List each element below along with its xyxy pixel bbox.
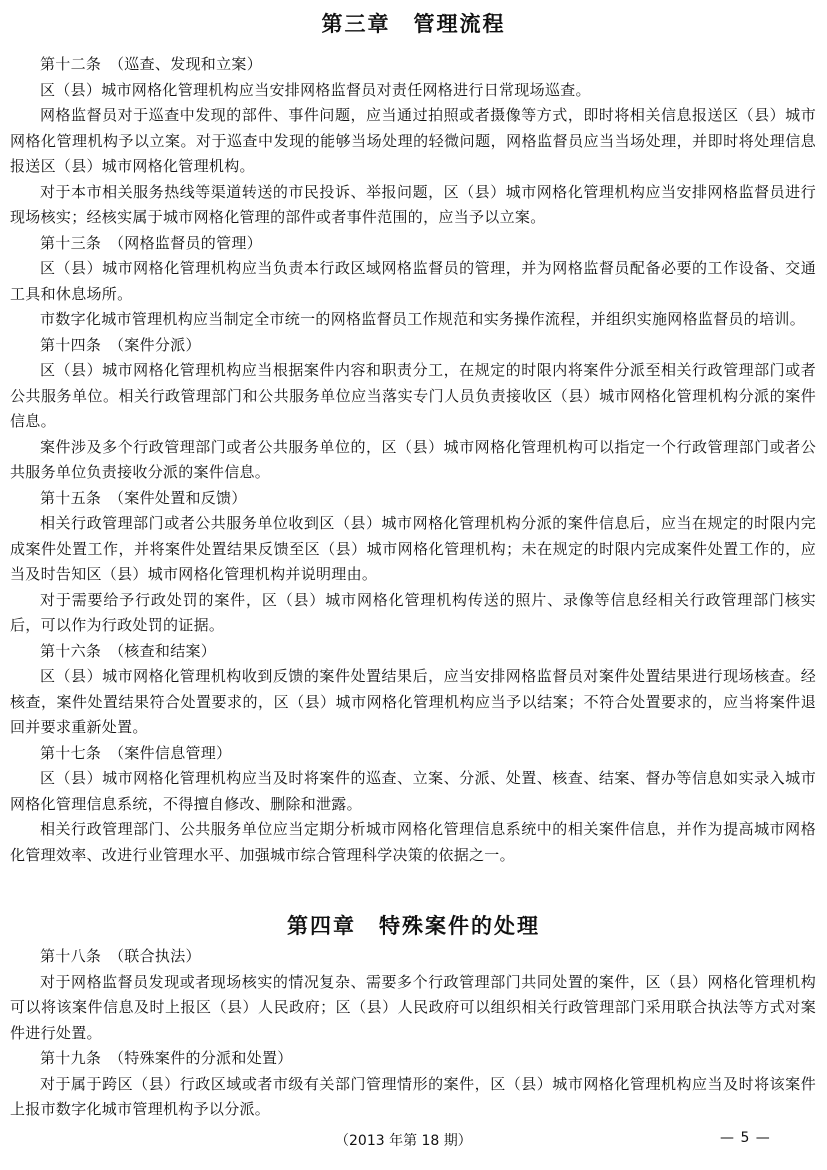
- paragraph: 区（县）城市网格化管理机构应当安排网格监督员对责任网格进行日常现场巡查。: [40, 80, 591, 99]
- paragraph: 区（县）城市网格化管理机构收到反馈的案件处置结果后，应当安排网格监督员对案件处置结果进行现场核查。经核查，案件处置结果符合处置要求的，区（县）城市网格化管理机构应当予以结案；不符合处置要求的，应当将案件退回并要求重新处置。: [10, 667, 816, 736]
- paragraph: 对于属于跨区（县）行政区域或者市级有关部门管理情形的案件，区（县）城市网格化管理机构应当及时将该案件上报市数字化城市管理机构予以分派。: [10, 1074, 816, 1118]
- article-heading: 第十九条 （特殊案件的分派和处置）: [40, 1049, 293, 1067]
- chapter-4-body: [10, 944, 816, 1123]
- article-heading: 第十四条 （案件分派）: [40, 335, 201, 354]
- paragraph: 相关行政管理部门或者公共服务单位收到区（县）城市网格化管理机构分派的案件信息后，应当在规定的时限内完成案件处置工作，并将案件处置结果反馈至区（县）城市网格化管理机构；未在规定的时限内完成案件处置工作的，应当及时告知区（县）城市网格化管理机构并说明理由。: [10, 514, 816, 583]
- article-heading: 第十五条 （案件处置和反馈）: [40, 488, 247, 507]
- chapter-3-title: 第三章 管理流程: [321, 12, 506, 36]
- article-heading: 第十三条 （网格监督员的管理）: [40, 233, 263, 252]
- paragraph: 对于需要给予行政处罚的案件，区（县）城市网格化管理机构传送的照片、录像等信息经相关行政管理部门核实后，可以作为行政处罚的证据。: [10, 590, 816, 634]
- paragraph: 网格监督员对于巡查中发现的部件、事件问题，应当通过拍照或者摄像等方式，即时将相关信息报送区（县）城市网格化管理机构予以立案。对于巡查中发现的能够当场处理的轻微问题，网格监督员应当当场处理，并即时将处理信息报送区（县）城市网格化管理机构。: [10, 106, 816, 175]
- article-heading: 第十二条 （巡查、发现和立案）: [40, 55, 263, 73]
- article-heading: 第十八条 （联合执法）: [40, 947, 201, 965]
- paragraph: 市数字化城市管理机构应当制定全市统一的网格监督员工作规范和实务操作流程，并组织实施网格监督员的培训。: [40, 310, 806, 328]
- paragraph: 相关行政管理部门、公共服务单位应当定期分析城市网格化管理信息系统中的相关案件信息，并作为提高城市网格化管理效率、改进行业管理水平、加强城市综合管理科学决策的依据之一。: [10, 820, 816, 864]
- paragraph: 对于本市相关服务热线等渠道转送的市民投诉、举报问题，区（县）城市网格化管理机构应当安排网格监督员进行现场核实；经核实属于城市网格化管理的部件或者事件范围的，应当予以立案。: [10, 182, 816, 226]
- page-footer: [0, 1130, 827, 1152]
- chapter-4-title: 第四章 特殊案件的处理: [287, 914, 540, 938]
- paragraph: 案件涉及多个行政管理部门或者公共服务单位的，区（县）城市网格化管理机构可以指定一个行政管理部门或者公共服务单位负责接收分派的案件信息。: [10, 437, 816, 481]
- chapter-3-body: [10, 52, 816, 868]
- paragraph: 区（县）城市网格化管理机构应当根据案件内容和职责分工，在规定的时限内将案件分派至相关行政管理部门或者公共服务单位。相关行政管理部门和公共服务单位应当落实专门人员负责接收区（县）城市网格化管理机构分派的案件信息。: [10, 361, 816, 430]
- paragraph: 对于网格监督员发现或者现场核实的情况复杂、需要多个行政管理部门共同处置的案件，区（县）网格化管理机构可以将该案件信息及时上报区（县）人民政府；区（县）人民政府可以组织相关行政管理部门采用联合执法等方式对案件进行处置。: [10, 972, 816, 1042]
- article-heading: 第十六条 （核查和结案）: [40, 641, 217, 660]
- article-heading: 第十七条 （案件信息管理）: [40, 743, 232, 762]
- paragraph: 区（县）城市网格化管理机构应当负责本行政区域网格监督员的管理，并为网格监督员配备必要的工作设备、交通工具和休息场所。: [10, 259, 816, 303]
- page-number: — 5 —: [720, 1130, 771, 1146]
- issue-label: （2013 年第 18 期）: [335, 1133, 472, 1149]
- paragraph: 区（县）城市网格化管理机构应当及时将案件的巡查、立案、分派、处置、核查、结案、督办等信息如实录入城市网格化管理信息系统，不得擅自修改、删除和泄露。: [10, 769, 816, 813]
